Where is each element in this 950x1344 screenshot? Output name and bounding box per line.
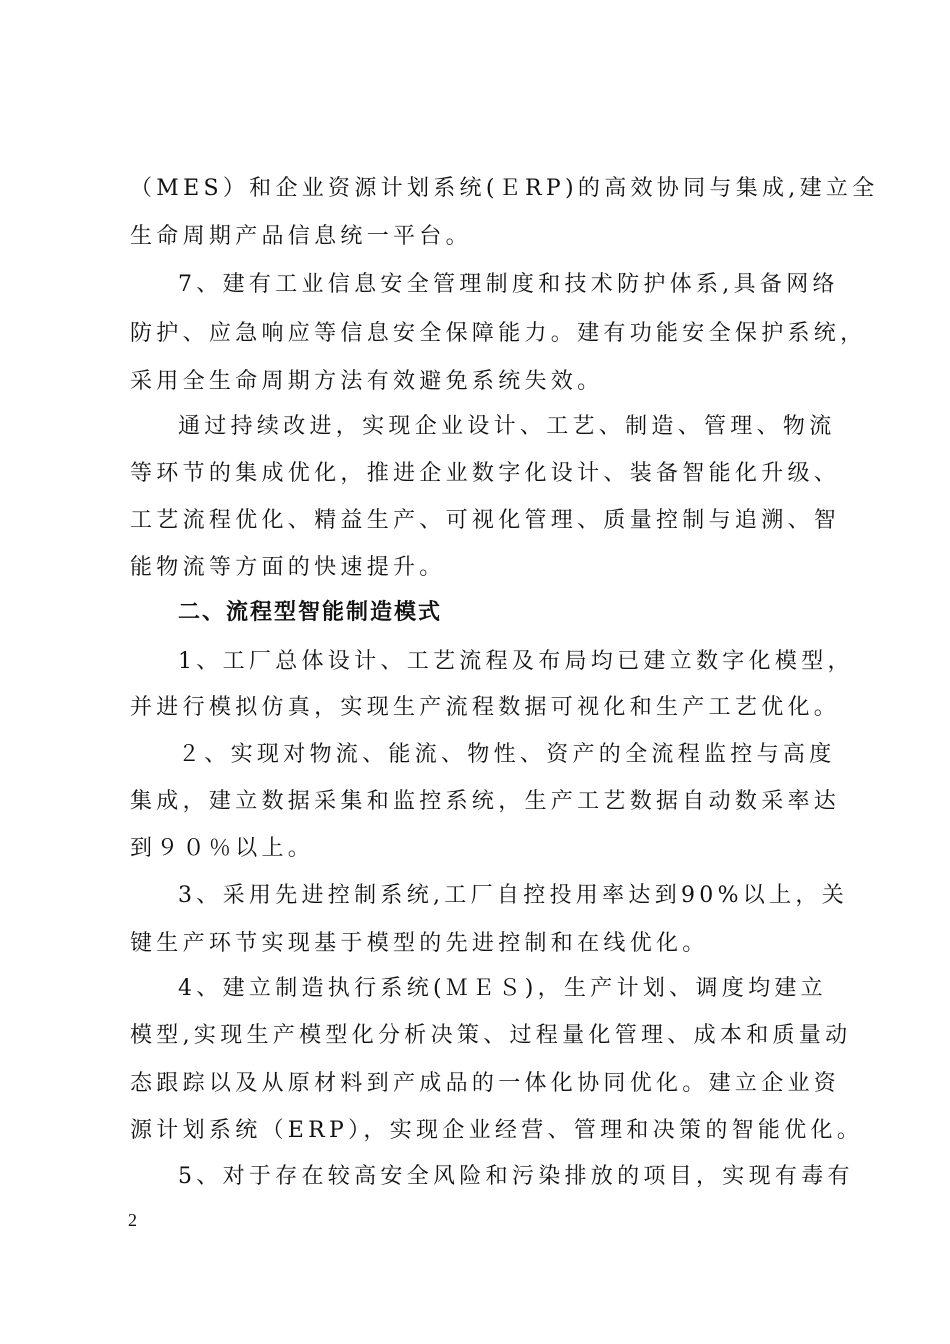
body-text-line: 1、工厂总体设计、工艺流程及布局均已建立数字化模型， [178, 649, 854, 674]
body-text-line: 工艺流程优化、精益生产、可视化管理、质量控制与追溯、智 [130, 508, 841, 533]
body-text-line: 等环节的集成优化，推进企业数字化设计、装备智能化升级、 [130, 461, 841, 486]
body-text-line: 7、建有工业信息安全管理制度和技术防护体系,具备网络 [178, 272, 839, 297]
body-text-line: 3、采用先进控制系统,工厂自控投用率达到90%以上，关 [178, 883, 848, 908]
body-text-line: （MES）和企业资源计划系统(ＥRP)的高效协同与集成,建立全 [130, 176, 879, 201]
body-text-line: 态跟踪以及从原材料到产成品的一体化协同优化。建立企业资 [130, 1071, 841, 1096]
body-text-line: 模型,实现生产模型化分析决策、过程量化管理、成本和质量动 [130, 1023, 852, 1048]
body-text-line: 5、对于存在较高安全风险和污染排放的项目，实现有毒有 [178, 1164, 854, 1189]
body-text-line: 生命周期产品信息统一平台。 [130, 224, 472, 249]
page-number: 2 [128, 1210, 137, 1230]
body-text-line: 源计划系统（ERP），实现企业经营、管理和决策的智能优化。 [130, 1118, 864, 1143]
body-text-line: 到９０％以上。 [130, 836, 315, 861]
body-text-line: 采用全生命周期方法有效避免系统失效。 [130, 369, 604, 394]
body-text-line: 通过持续改进，实现企业设计、工艺、制造、管理、物流 [178, 414, 836, 439]
body-text-line: 集成，建立数据采集和监控系统，生产工艺数据自动数采率达 [130, 789, 841, 814]
body-text-line: 键生产环节实现基于模型的先进控制和在线优化。 [130, 931, 709, 956]
body-text-line: 4、建立制造执行系统(ＭＥＳ)，生产计划、调度均建立 [178, 976, 827, 1001]
body-text-line: 能物流等方面的快速提升。 [130, 555, 446, 580]
body-text-line: 防护、应急响应等信息安全保障能力。建有功能安全保护系统， [130, 321, 867, 346]
body-text-line: 并进行模拟仿真，实现生产流程数据可视化和生产工艺优化。 [130, 695, 841, 720]
section-heading: 二、流程型智能制造模式 [178, 600, 443, 625]
body-text-line: ２、实现对物流、能流、物性、资产的全流程监控与高度 [178, 742, 836, 767]
